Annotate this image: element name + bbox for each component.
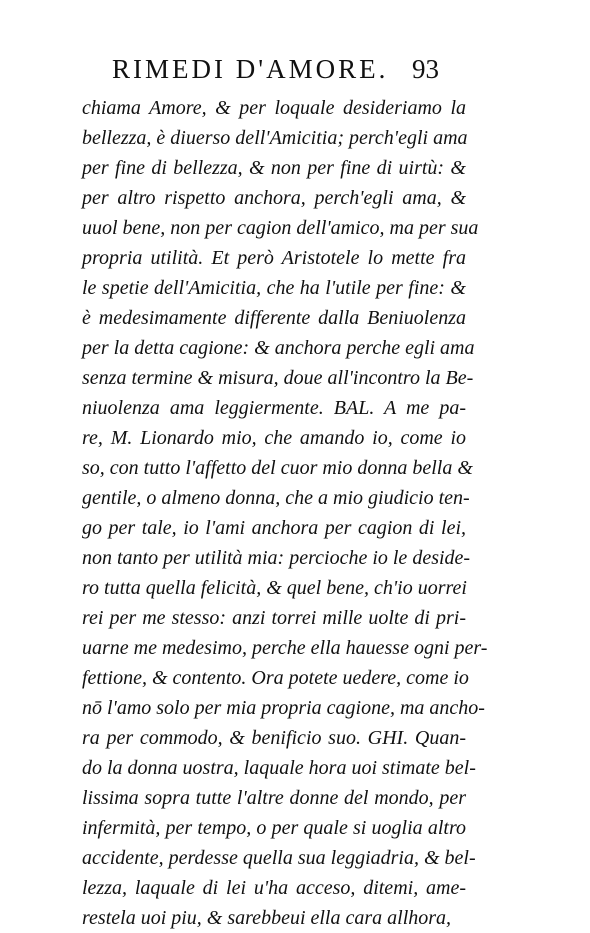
text-line: restela uoi piu, & sarebbeui ella cara allhora, [82,907,452,929]
text-line: so, con tutto l'affetto del cuor mio donna bella & [82,457,473,479]
text-line: rei per me stesso: anzi torrei mille uolte di pri- [82,607,466,629]
text-line: ro tutta quella felicità, & quel bene, ch'io uorrei [82,577,467,599]
text-line: senza termine & misura, doue all'incontro la Be- [82,367,474,389]
text-line: fettione, & contento. Ora potete uedere, come io [82,667,469,689]
text-line: re, M. Lionardo mio, che amando io, come io [82,427,466,449]
text-line: go per tale, io l'ami anchora per cagion di lei, [82,517,466,539]
text-line: bellezza, è diuerso dell'Amicitia; perch'egli ama [82,127,468,149]
text-line: chiama Amore, & per loquale desideriamo la [82,97,466,119]
text-line: propria utilità. Et però Aristotele lo mette fra [82,247,466,269]
text-line: ra per commodo, & benificio suo. GHI. Quan- [82,727,466,749]
text-line: uarne me medesimo, perche ella hauesse ogni per- [82,637,488,659]
text-line: per altro rispetto anchora, perch'egli ama, & [82,187,466,209]
running-head [112,54,472,94]
text-line: le spetie dell'Amicitia, che ha l'utile per fine: & [82,277,466,299]
text-line: infermità, per tempo, o per quale si uoglia altro [82,817,466,839]
text-line: per fine di bellezza, & non per fine di uirtù: & [82,157,466,179]
text-line: per la detta cagione: & anchora perche egli ama [82,337,475,359]
text-line: lissima sopra tutte l'altre donne del mondo, per [82,787,466,809]
text-line: accidente, perdesse quella sua leggiadria, & bel- [82,847,476,869]
text-line: non tanto per utilità mia: percioche io le deside- [82,547,471,569]
text-line: uuol bene, non per cagion dell'amico, ma per sua [82,217,479,239]
text-line: nō l'amo solo per mia propria cagione, ma ancho- [82,697,485,719]
text-line: è medesimamente differente dalla Beniuolenza [82,307,466,329]
text-line: lezza, laquale di lei u'ha acceso, ditemi, ame- [82,877,466,899]
text-line: do la donna uostra, laquale hora uoi stimate bel- [82,757,476,779]
running-title: RIMEDI D'AMORE. [112,54,389,84]
text-line: niuolenza ama leggiermente. BAL. A me pa- [82,397,466,419]
body-text [82,93,488,933]
text-line: gentile, o almeno donna, che a mio giudicio ten- [82,487,470,509]
page-number: 93 [412,54,439,84]
